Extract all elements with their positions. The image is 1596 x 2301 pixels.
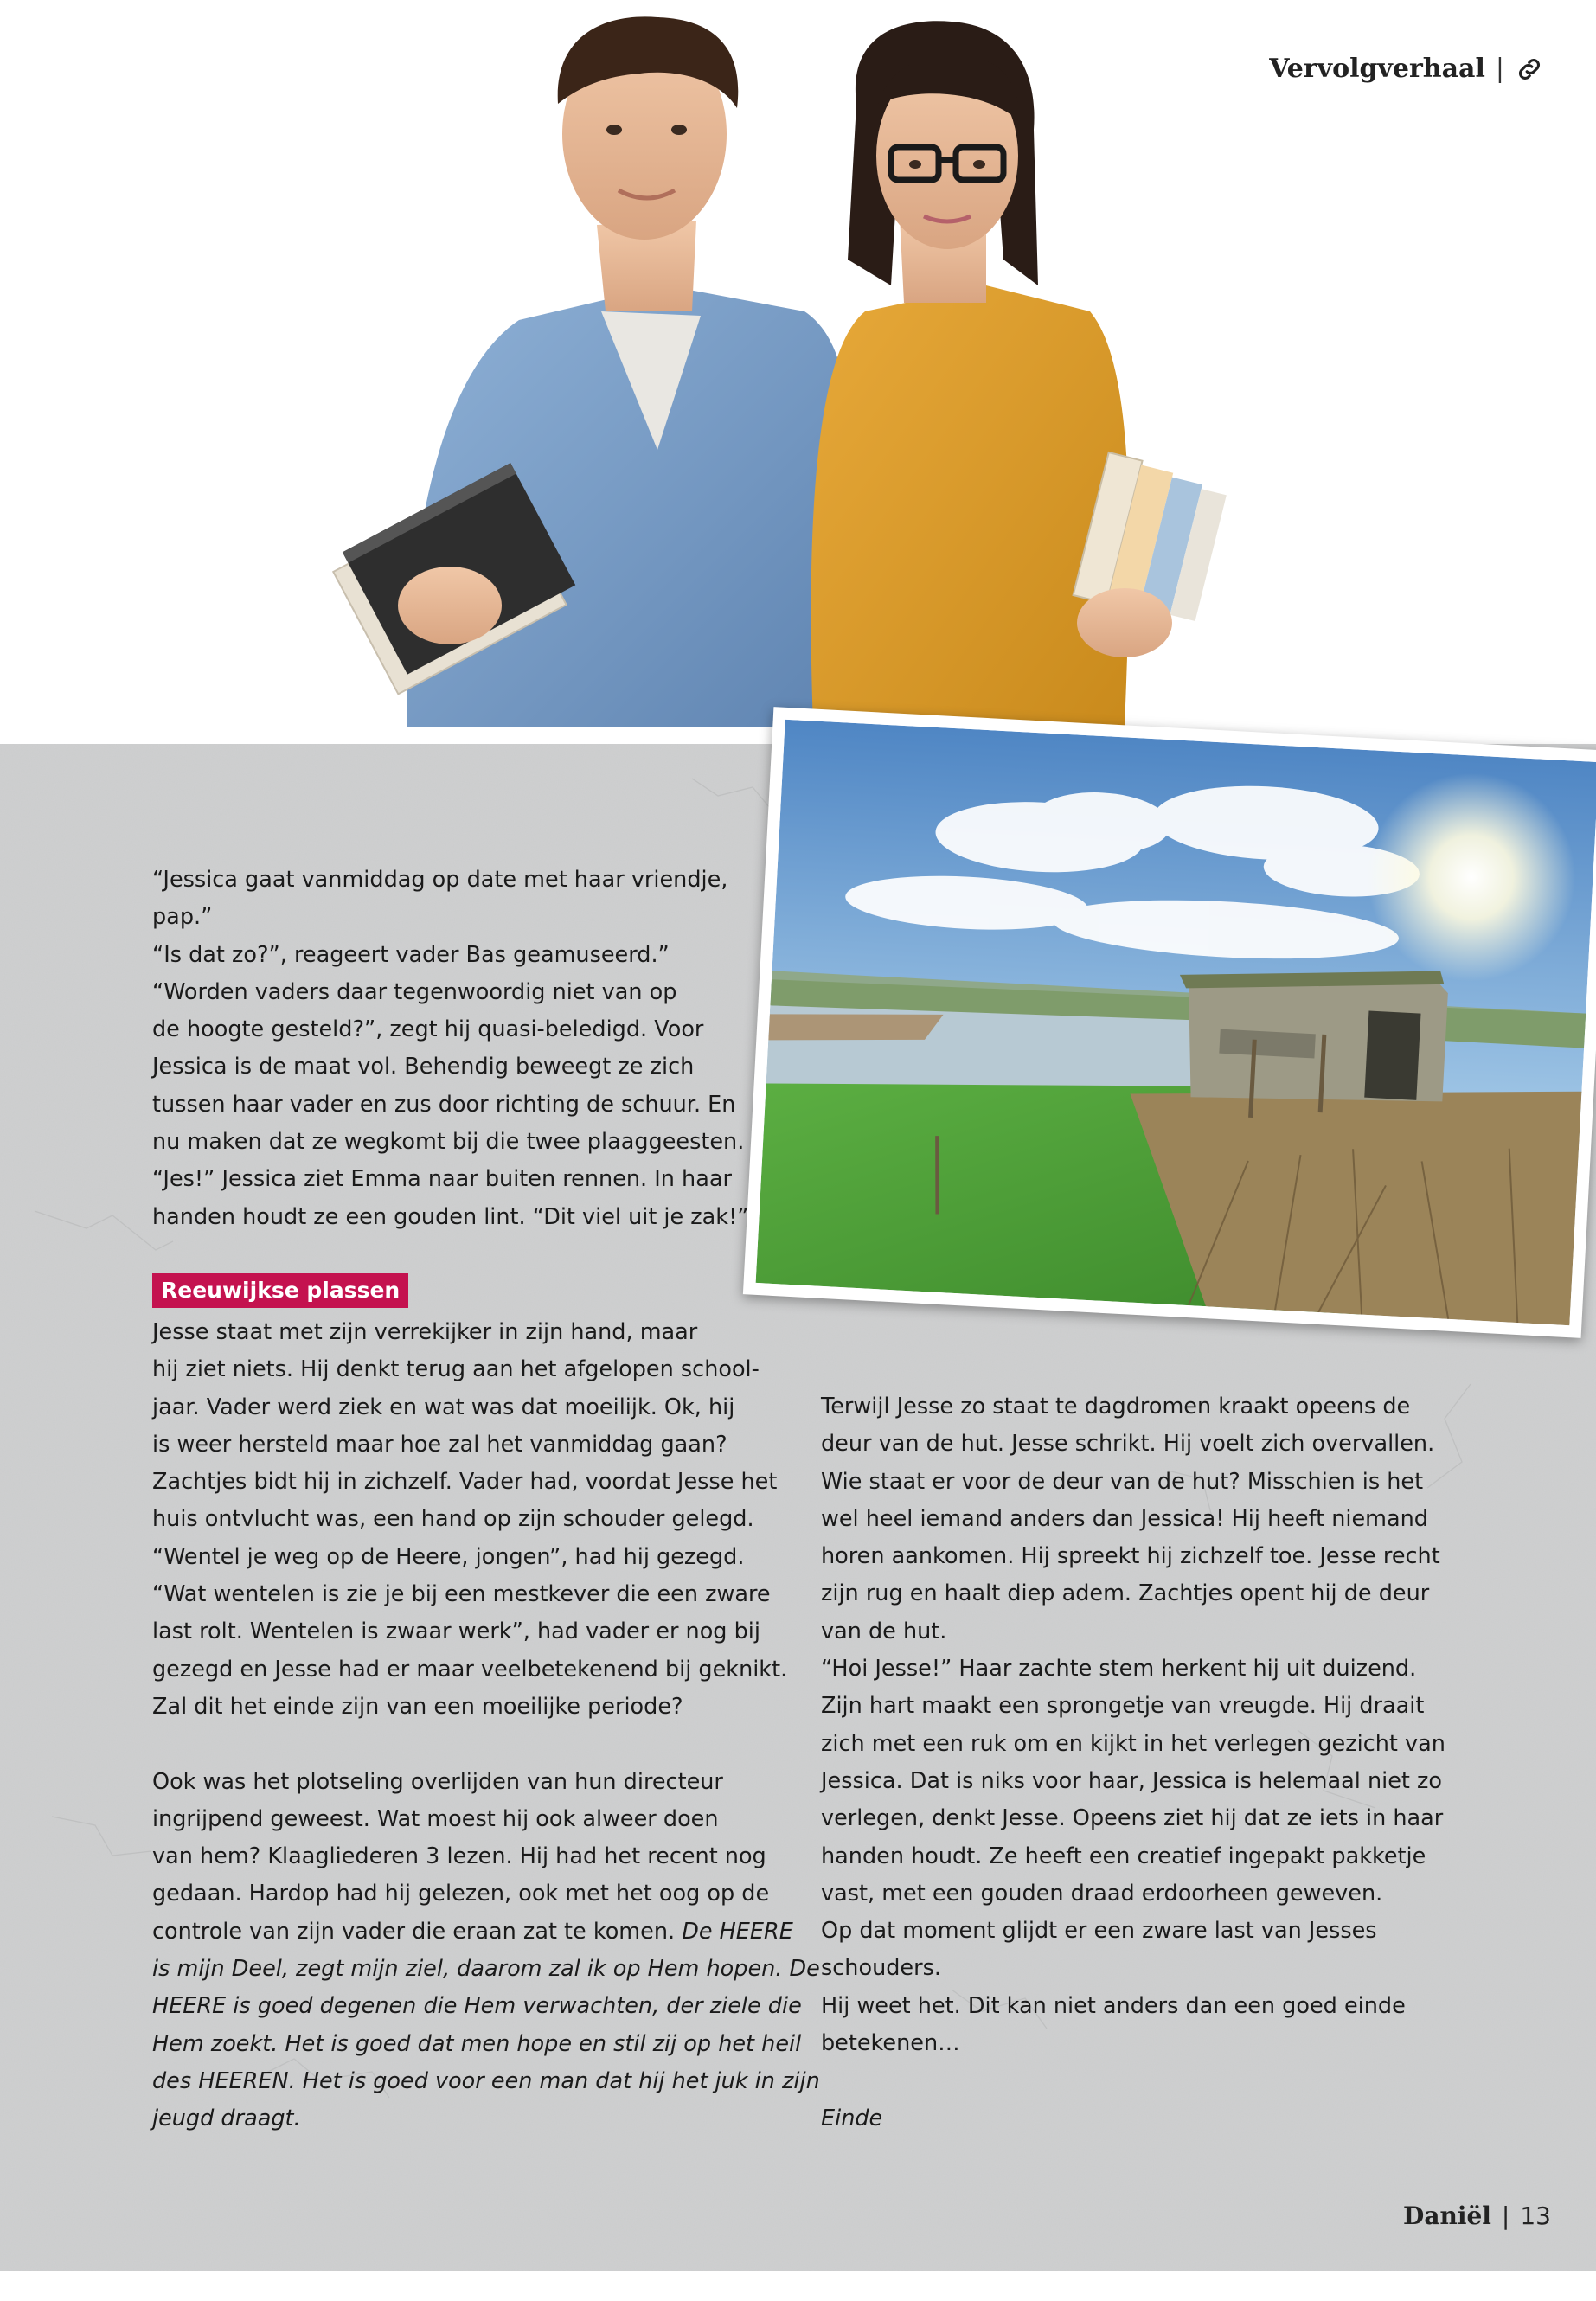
scripture-line: Hem zoekt. Het is goed dat men hope en stil zij op het heil: [152, 2030, 802, 2057]
text-line: Zal dit het einde zijn van een moeilijke periode?: [152, 1693, 683, 1720]
text-line: de hoogte gesteld?”, zegt hij quasi-beledigd. Voor: [152, 1016, 704, 1043]
text-line: Ook was het plotseling overlijden van hun directeur: [152, 1768, 723, 1795]
text-line: handen houdt ze een gouden lint. “Dit viel uit je zak!”: [152, 1203, 749, 1230]
text-line: “Jes!” Jessica ziet Emma naar buiten rennen. In haar: [152, 1166, 732, 1193]
page-footer: [1403, 2202, 1551, 2230]
text-line: gedaan. Hardop had hij gelezen, ook met het oog op de: [152, 1881, 770, 1907]
text-line: van hem? Klaagliederen 3 lezen. Hij had het recent nog: [152, 1843, 766, 1870]
main-text: [152, 1314, 820, 2138]
header-separator: |: [1495, 54, 1504, 84]
text-line: “Wentel je weg op de Heere, jongen”, had hij gezegd.: [152, 1543, 745, 1570]
scripture-line: HEERE is goed degenen die Hem verwachten, der ziele die: [152, 1993, 802, 2020]
scripture-line: jeugd draagt.: [152, 2106, 301, 2132]
right-column-text: [821, 1388, 1444, 2138]
text-line: “Jessica gaat vanmiddag op date met haar vriendje,: [152, 867, 728, 893]
text-line: is weer hersteld maar hoe zal het vanmiddag gaan?: [152, 1431, 727, 1458]
text-line: Terwijl Jesse zo staat te dagdromen kraakt opeens de: [821, 1394, 1411, 1420]
text-line: Wie staat er voor de deur van de hut? Misschien is het: [821, 1468, 1424, 1495]
paragraph-gap: [821, 2062, 1444, 2099]
story-end: Einde: [821, 2105, 883, 2131]
text-line: Hij weet het. Dit kan niet anders dan een goed einde: [821, 1992, 1406, 2019]
section-title: Vervolgverhaal: [1269, 54, 1485, 84]
scripture-fragment: De HEERE: [682, 1918, 793, 1945]
landscape-photo: [743, 707, 1596, 1338]
text-fragment: controle van zijn vader die eraan zat te komen.: [152, 1918, 683, 1945]
text-line: pap.”: [152, 904, 213, 931]
text-line: gezegd en Jesse had er maar veelbetekenend bij geknikt.: [152, 1656, 788, 1682]
section-header: [1269, 54, 1544, 84]
page-number: 13: [1520, 2202, 1551, 2230]
text-line: jaar. Vader werd ziek en wat was dat moeilijk. Ok, hij: [152, 1394, 735, 1420]
text-line: “Is dat zo?”, reageert vader Bas geamuseerd.”: [152, 941, 670, 968]
text-line: ingrijpend geweest. Wat moest hij ook alweer doen: [152, 1805, 719, 1832]
scripture-line: des HEEREN. Het is goed voor een man dat hij het juk in zijn: [152, 2067, 820, 2094]
text-line: handen houdt. Ze heeft een creatief ingepakt pakketje: [821, 1843, 1426, 1869]
text-line: hij ziet niets. Hij denkt terug aan het afgelopen school-: [152, 1356, 760, 1383]
text-line: vast, met een gouden draad erdoorheen geweven.: [821, 1880, 1383, 1907]
magazine-name: Daniël: [1403, 2202, 1491, 2230]
scripture-line: is mijn Deel, zegt mijn ziel, daarom zal ik op Hem hopen. De: [152, 1956, 820, 1983]
text-line: Op dat moment glijdt er een zware last van Jesses: [821, 1918, 1377, 1945]
intro-text: [152, 862, 784, 1236]
subheading: Reeuwijkse plassen: [152, 1273, 408, 1308]
students-photo: [0, 0, 1596, 744]
text-line: zich met een ruk om en kijkt in het verlegen gezicht van: [821, 1730, 1445, 1757]
text-line: Jessica is de maat vol. Behendig beweegt ze zich: [152, 1054, 695, 1080]
text-line: nu maken dat ze wegkomt bij die twee plaaggeesten.: [152, 1129, 745, 1156]
text-line: betekenen…: [821, 2030, 960, 2057]
link-icon: [1515, 54, 1544, 84]
text-line: “Worden vaders daar tegenwoordig niet van op: [152, 978, 677, 1005]
text-line: tussen haar vader en zus door richting de schuur. En: [152, 1091, 736, 1118]
text-line: deur van de hut. Jesse schrikt. Hij voelt zich overvallen.: [821, 1431, 1435, 1458]
text-line: Zijn hart maakt een sprongetje van vreugde. Hij draait: [821, 1693, 1425, 1720]
text-line: Jessica. Dat is niks voor haar, Jessica is helemaal niet zo: [821, 1767, 1442, 1794]
text-line: schouders.: [821, 1955, 941, 1982]
text-line: Zachtjes bidt hij in zichzelf. Vader had, voordat Jesse het: [152, 1469, 778, 1496]
text-line: “Hoi Jesse!” Haar zachte stem herkent hij uit duizend.: [821, 1656, 1417, 1682]
paragraph-gap: [152, 1726, 784, 1763]
text-line: “Wat wentelen is zie je bij een mestkever die een zware: [152, 1581, 771, 1608]
text-line: last rolt. Wentelen is zwaar werk”, had vader er nog bij: [152, 1618, 760, 1645]
text-line: Jesse staat met zijn verrekijker in zijn hand, maar: [152, 1319, 698, 1345]
text-line: huis ontvlucht was, een hand op zijn schouder gelegd.: [152, 1506, 754, 1533]
text-line-mixed: [152, 1913, 793, 1951]
text-line: zijn rug en haalt diep adem. Zachtjes opent hij de deur: [821, 1580, 1430, 1607]
text-line: verlegen, denkt Jesse. Opeens ziet hij dat ze iets in haar: [821, 1805, 1444, 1832]
footer-separator: |: [1501, 2202, 1510, 2230]
text-line: wel heel iemand anders dan Jessica! Hij heeft niemand: [821, 1505, 1428, 1532]
text-line: van de hut.: [821, 1618, 947, 1644]
text-line: horen aankomen. Hij spreekt hij zichzelf toe. Jesse recht: [821, 1543, 1440, 1570]
